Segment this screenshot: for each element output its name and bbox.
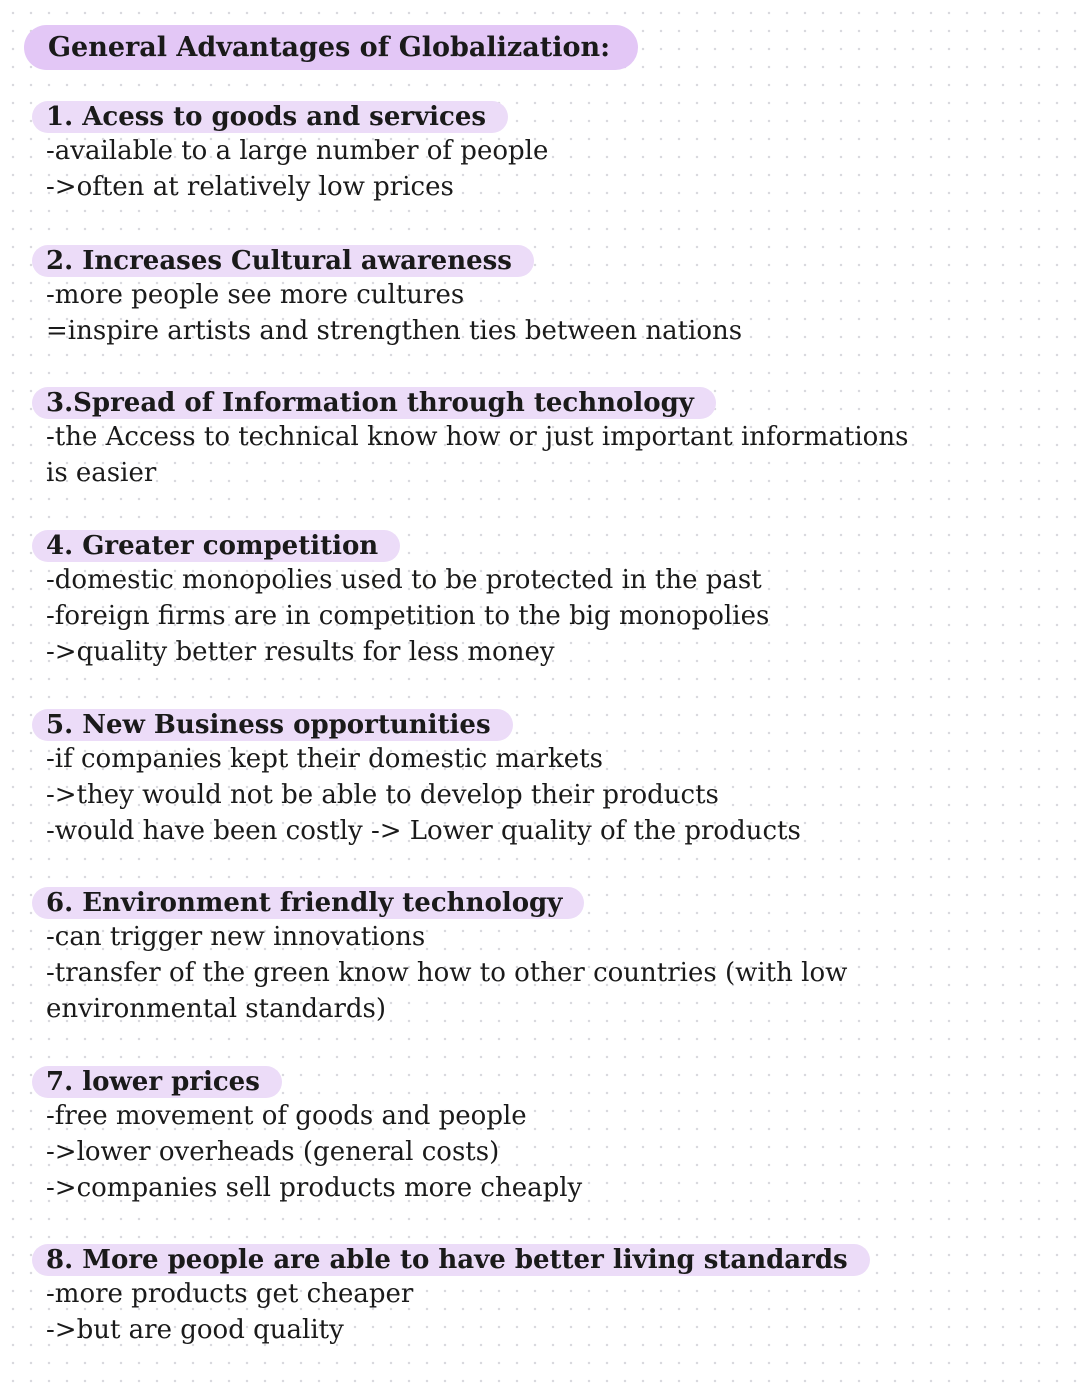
section-line: =inspire artists and strengthen ties between nations <box>46 316 743 346</box>
section-line: -would have been costly -> Lower quality of the products <box>46 816 801 846</box>
section-line: ->quality better results for less money <box>46 637 555 667</box>
section-line: ->often at relatively low prices <box>46 172 454 202</box>
section-line: -foreign firms are in competition to the big monopolies <box>46 601 770 631</box>
section-line: -more products get cheaper <box>46 1279 414 1309</box>
section-line: ->lower overheads (general costs) <box>46 1137 500 1167</box>
section-greater-competition <box>32 530 1062 670</box>
section-line: -transfer of the green know how to other countries (with low <box>46 958 848 988</box>
section-business-opportunities <box>32 709 1062 849</box>
section-line: is easier <box>46 458 157 488</box>
section-line: -can trigger new innovations <box>46 922 426 952</box>
section-heading: 2. Increases Cultural awareness <box>32 245 534 277</box>
section-line: ->but are good quality <box>46 1315 344 1345</box>
section-line: -free movement of goods and people <box>46 1101 527 1131</box>
section-line: ->they would not be able to develop their products <box>46 780 719 810</box>
section-line: environmental standards) <box>46 994 387 1024</box>
section-line: -more people see more cultures <box>46 280 465 310</box>
section-spread-of-information <box>32 387 1062 491</box>
section-heading: 5. New Business opportunities <box>32 709 513 741</box>
section-access-to-goods <box>32 101 1062 205</box>
section-living-standards <box>32 1244 1062 1348</box>
section-lower-prices <box>32 1066 1062 1206</box>
section-cultural-awareness <box>32 245 1062 349</box>
section-heading: 4. Greater competition <box>32 530 400 562</box>
section-line: -the Access to technical know how or just important informations <box>46 422 909 452</box>
section-line: -if companies kept their domestic markets <box>46 744 603 774</box>
page-title: General Advantages of Globalization: <box>24 25 638 70</box>
section-heading: 6. Environment friendly technology <box>32 887 584 919</box>
section-heading: 8. More people are able to have better living standards <box>32 1244 870 1276</box>
section-heading: 7. lower prices <box>32 1066 282 1098</box>
section-heading: 3.Spread of Information through technology <box>32 387 716 419</box>
section-heading: 1. Acess to goods and services <box>32 101 508 133</box>
section-line: -available to a large number of people <box>46 136 549 166</box>
section-line: ->companies sell products more cheaply <box>46 1173 583 1203</box>
section-line: -domestic monopolies used to be protected in the past <box>46 565 762 595</box>
section-environment-technology <box>32 887 1062 1027</box>
